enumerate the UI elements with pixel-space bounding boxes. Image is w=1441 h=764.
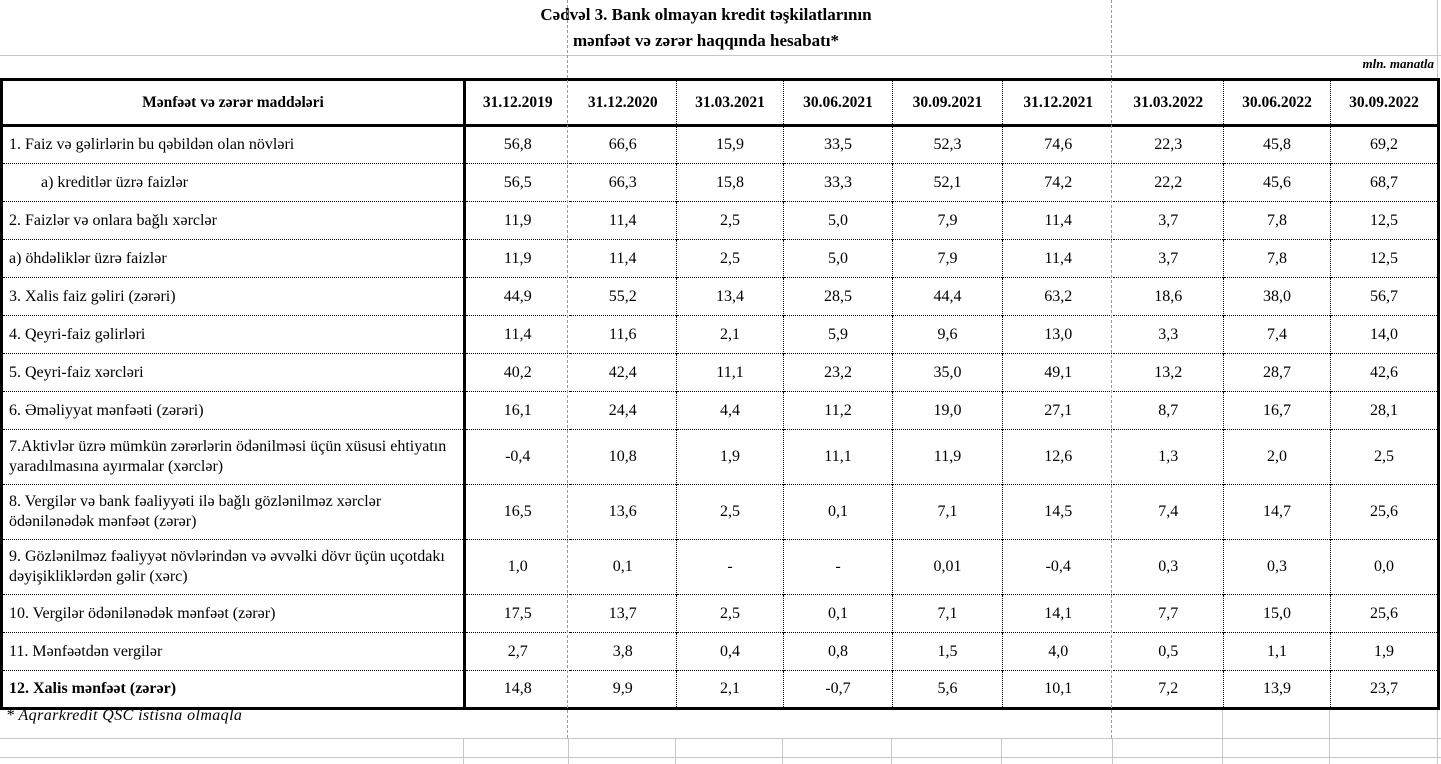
value-cell[interactable]: 2,1 <box>677 316 784 354</box>
value-cell[interactable]: 4,4 <box>677 392 784 430</box>
value-cell[interactable]: 1,5 <box>893 633 1003 671</box>
value-cell[interactable]: 9,9 <box>570 671 677 709</box>
value-cell[interactable]: 28,7 <box>1224 354 1331 392</box>
value-cell[interactable]: 7,7 <box>1114 595 1224 633</box>
column-header-date[interactable]: 30.09.2022 <box>1331 80 1439 126</box>
table-row <box>2 540 1439 595</box>
page-break-line <box>567 0 568 738</box>
profit-loss-table <box>0 78 1440 710</box>
value-cell[interactable]: -0,4 <box>465 430 570 485</box>
row-label-cell[interactable]: 3. Xalis faiz gəliri (zərəri) <box>2 278 465 316</box>
value-cell[interactable]: 35,0 <box>893 354 1003 392</box>
table-row <box>2 126 1439 164</box>
table-row <box>2 278 1439 316</box>
value-cell[interactable]: 15,9 <box>677 126 784 164</box>
value-cell[interactable]: 68,7 <box>1331 164 1439 202</box>
value-cell[interactable]: 42,6 <box>1331 354 1439 392</box>
value-cell[interactable]: 12,5 <box>1331 202 1439 240</box>
value-cell[interactable]: 14,7 <box>1224 485 1331 540</box>
table-row <box>2 671 1439 709</box>
value-cell[interactable]: 56,5 <box>465 164 570 202</box>
row-label-cell[interactable]: a) öhdəliklər üzrə faizlər <box>2 240 465 278</box>
value-cell[interactable]: 14,5 <box>1003 485 1114 540</box>
column-header-date[interactable]: 31.12.2019 <box>465 80 570 126</box>
value-cell[interactable]: 17,5 <box>465 595 570 633</box>
value-cell[interactable]: 16,1 <box>465 392 570 430</box>
value-cell[interactable]: 3,3 <box>1114 316 1224 354</box>
value-cell[interactable]: 0,4 <box>677 633 784 671</box>
value-cell[interactable]: 44,9 <box>465 278 570 316</box>
value-cell[interactable]: 14,8 <box>465 671 570 709</box>
gridline-vertical <box>463 738 464 764</box>
table-row <box>2 595 1439 633</box>
value-cell[interactable]: 27,1 <box>1003 392 1114 430</box>
value-cell[interactable]: 13,6 <box>570 485 677 540</box>
value-cell[interactable]: 3,7 <box>1114 240 1224 278</box>
value-cell[interactable]: 28,5 <box>784 278 893 316</box>
value-cell[interactable]: 2,5 <box>677 240 784 278</box>
row-label-cell[interactable]: 10. Vergilər ödənilənədək mənfəət (zərər) <box>2 595 465 633</box>
row-label-cell[interactable]: 6. Əməliyyat mənfəəti (zərəri) <box>2 392 465 430</box>
value-cell[interactable]: 56,7 <box>1331 278 1439 316</box>
value-cell[interactable]: 22,2 <box>1114 164 1224 202</box>
value-cell[interactable]: 16,7 <box>1224 392 1331 430</box>
table-row <box>2 240 1439 278</box>
value-cell[interactable]: 3,7 <box>1114 202 1224 240</box>
row-label-cell[interactable]: 7.Aktivlər üzrə mümkün zərərlərin ödənilməsi üçün xüsusi ehtiyatın yaradılmasına ayırmalar (xərclər) <box>2 430 465 485</box>
value-cell[interactable]: 16,5 <box>465 485 570 540</box>
value-cell[interactable]: 11,4 <box>1003 202 1114 240</box>
column-header-date[interactable]: 31.12.2020 <box>570 80 677 126</box>
value-cell[interactable]: 7,1 <box>893 485 1003 540</box>
value-cell[interactable]: 11,9 <box>465 240 570 278</box>
value-cell[interactable]: 2,1 <box>677 671 784 709</box>
value-cell[interactable]: 52,3 <box>893 126 1003 164</box>
column-header-date[interactable]: 31.03.2021 <box>677 80 784 126</box>
column-header-date[interactable]: 30.09.2021 <box>893 80 1003 126</box>
value-cell[interactable]: 11,1 <box>677 354 784 392</box>
table-row <box>2 316 1439 354</box>
value-cell[interactable]: -0,7 <box>784 671 893 709</box>
value-cell[interactable]: 1,9 <box>1331 633 1439 671</box>
gridline-vertical <box>675 738 676 764</box>
value-cell[interactable]: 7,4 <box>1224 316 1331 354</box>
table-row <box>2 485 1439 540</box>
gridline-horizontal <box>0 738 1441 739</box>
table-row <box>2 354 1439 392</box>
value-cell[interactable]: 44,4 <box>893 278 1003 316</box>
value-cell[interactable]: 2,5 <box>677 485 784 540</box>
row-label-cell[interactable]: 4. Qeyri-faiz gəlirləri <box>2 316 465 354</box>
column-header-date[interactable]: 31.12.2021 <box>1003 80 1114 126</box>
gridline-vertical <box>568 738 569 764</box>
value-cell[interactable]: 9,6 <box>893 316 1003 354</box>
table-row <box>2 633 1439 671</box>
gridline-vertical <box>782 738 783 764</box>
unit-note: mln. manatla <box>1362 56 1434 71</box>
value-cell[interactable]: 11,4 <box>570 202 677 240</box>
value-cell[interactable]: 12,5 <box>1331 240 1439 278</box>
value-cell[interactable]: 7,1 <box>893 595 1003 633</box>
value-cell[interactable]: 74,2 <box>1003 164 1114 202</box>
value-cell[interactable]: 13,9 <box>1224 671 1331 709</box>
value-cell[interactable]: 12,6 <box>1003 430 1114 485</box>
value-cell[interactable]: 13,7 <box>570 595 677 633</box>
value-cell[interactable]: 24,4 <box>570 392 677 430</box>
value-cell[interactable]: 11,1 <box>784 430 893 485</box>
value-cell[interactable]: 0,1 <box>570 540 677 595</box>
value-cell[interactable]: 1,1 <box>1224 633 1331 671</box>
value-cell[interactable]: 7,9 <box>893 202 1003 240</box>
value-cell[interactable]: 0,1 <box>784 595 893 633</box>
row-label-cell[interactable]: 8. Vergilər və bank fəaliyyəti ilə bağlı gözlənilməz xərclər ödənilənədək mənfəət (zərər) <box>2 485 465 540</box>
value-cell[interactable]: 19,0 <box>893 392 1003 430</box>
value-cell[interactable]: 0,1 <box>784 485 893 540</box>
value-cell[interactable]: 13,2 <box>1114 354 1224 392</box>
value-cell[interactable]: 1,0 <box>465 540 570 595</box>
value-cell[interactable]: 33,3 <box>784 164 893 202</box>
value-cell[interactable]: 14,0 <box>1331 316 1439 354</box>
table-title-line2: mənfəət və zərər haqqında hesabatı* <box>573 31 839 50</box>
value-cell[interactable]: 25,6 <box>1331 485 1439 540</box>
value-cell[interactable]: - <box>677 540 784 595</box>
value-cell[interactable]: 38,0 <box>1224 278 1331 316</box>
value-cell[interactable]: 13,4 <box>677 278 784 316</box>
table-title-line1: Cədvəl 3. Bank olmayan kredit təşkilatlarının <box>540 5 872 24</box>
value-cell[interactable]: 7,9 <box>893 240 1003 278</box>
value-cell[interactable]: 3,8 <box>570 633 677 671</box>
value-cell[interactable]: 10,8 <box>570 430 677 485</box>
value-cell[interactable]: 11,4 <box>570 240 677 278</box>
value-cell[interactable]: 11,6 <box>570 316 677 354</box>
value-cell[interactable]: 55,2 <box>570 278 677 316</box>
value-cell[interactable]: 15,0 <box>1224 595 1331 633</box>
value-cell[interactable]: 10,1 <box>1003 671 1114 709</box>
gridline-vertical <box>1112 738 1113 764</box>
value-cell[interactable]: 11,4 <box>1003 240 1114 278</box>
value-cell[interactable]: 49,1 <box>1003 354 1114 392</box>
value-cell[interactable]: 15,8 <box>677 164 784 202</box>
value-cell[interactable]: 28,1 <box>1331 392 1439 430</box>
value-cell[interactable]: 66,6 <box>570 126 677 164</box>
value-cell[interactable]: 11,9 <box>465 202 570 240</box>
value-cell[interactable]: 0,8 <box>784 633 893 671</box>
value-cell[interactable]: 7,8 <box>1224 240 1331 278</box>
page-break-line <box>1111 0 1112 738</box>
value-cell[interactable]: 2,0 <box>1224 430 1331 485</box>
value-cell[interactable]: 0,3 <box>1114 540 1224 595</box>
column-header-items[interactable]: Mənfəət və zərər maddələri <box>2 80 465 126</box>
value-cell[interactable]: 4,0 <box>1003 633 1114 671</box>
value-cell[interactable]: 2,5 <box>677 202 784 240</box>
value-cell[interactable]: 5,0 <box>784 240 893 278</box>
header-row <box>2 80 1439 126</box>
gridline-vertical <box>1222 738 1223 764</box>
value-cell[interactable]: 5,9 <box>784 316 893 354</box>
row-label-cell[interactable]: a) kreditlər üzrə faizlər <box>2 164 465 202</box>
value-cell[interactable]: 69,2 <box>1331 126 1439 164</box>
value-cell[interactable]: 18,6 <box>1114 278 1224 316</box>
value-cell[interactable]: 1,9 <box>677 430 784 485</box>
value-cell[interactable]: 22,3 <box>1114 126 1224 164</box>
value-cell[interactable]: 2,7 <box>465 633 570 671</box>
table-row <box>2 430 1439 485</box>
value-cell[interactable]: 14,1 <box>1003 595 1114 633</box>
value-cell[interactable]: 23,7 <box>1331 671 1439 709</box>
value-cell[interactable]: 7,4 <box>1114 485 1224 540</box>
gridline-vertical <box>1001 738 1002 764</box>
gridline-vertical <box>1329 738 1330 764</box>
value-cell[interactable]: 0,3 <box>1224 540 1331 595</box>
column-header-date[interactable]: 30.06.2022 <box>1224 80 1331 126</box>
value-cell[interactable]: 63,2 <box>1003 278 1114 316</box>
table-row <box>2 392 1439 430</box>
value-cell[interactable]: 45,6 <box>1224 164 1331 202</box>
value-cell[interactable]: 66,3 <box>570 164 677 202</box>
row-label-cell[interactable]: 12. Xalis mənfəət (zərər) <box>2 671 465 709</box>
value-cell[interactable]: - <box>784 540 893 595</box>
value-cell[interactable]: 8,7 <box>1114 392 1224 430</box>
value-cell[interactable]: 0,5 <box>1114 633 1224 671</box>
table-row <box>2 202 1439 240</box>
value-cell[interactable]: 5,0 <box>784 202 893 240</box>
value-cell[interactable]: 40,2 <box>465 354 570 392</box>
row-label-cell[interactable]: 2. Faizlər və onlara bağlı xərclər <box>2 202 465 240</box>
table-row <box>2 164 1439 202</box>
value-cell[interactable]: 56,8 <box>465 126 570 164</box>
value-cell[interactable]: 13,0 <box>1003 316 1114 354</box>
row-label-cell[interactable]: 1. Faiz və gəlirlərin bu qəbildən olan növləri <box>2 126 465 164</box>
value-cell[interactable]: 1,3 <box>1114 430 1224 485</box>
value-cell[interactable]: 11,4 <box>465 316 570 354</box>
footnote: * Aqrarkredit QSC istisna olmaqla <box>6 707 243 724</box>
value-cell[interactable]: 0,01 <box>893 540 1003 595</box>
column-header-date[interactable]: 31.03.2022 <box>1114 80 1224 126</box>
value-cell[interactable]: 25,6 <box>1331 595 1439 633</box>
value-cell[interactable]: 33,5 <box>784 126 893 164</box>
column-header-date[interactable]: 30.06.2021 <box>784 80 893 126</box>
value-cell[interactable]: 2,5 <box>677 595 784 633</box>
row-label-cell[interactable]: 5. Qeyri-faiz xərcləri <box>2 354 465 392</box>
value-cell[interactable]: 42,4 <box>570 354 677 392</box>
value-cell[interactable]: 5,6 <box>893 671 1003 709</box>
value-cell[interactable]: 11,2 <box>784 392 893 430</box>
value-cell[interactable]: 2,5 <box>1331 430 1439 485</box>
value-cell[interactable]: 74,6 <box>1003 126 1114 164</box>
value-cell[interactable]: 7,8 <box>1224 202 1331 240</box>
table-title <box>0 2 1412 54</box>
gridline-horizontal <box>0 757 1441 758</box>
value-cell[interactable]: 11,9 <box>893 430 1003 485</box>
gridline-vertical <box>891 738 892 764</box>
value-cell[interactable]: -0,4 <box>1003 540 1114 595</box>
value-cell[interactable]: 23,2 <box>784 354 893 392</box>
value-cell[interactable]: 45,8 <box>1224 126 1331 164</box>
value-cell[interactable]: 0,0 <box>1331 540 1439 595</box>
value-cell[interactable]: 7,2 <box>1114 671 1224 709</box>
row-label-cell[interactable]: 9. Gözlənilməz fəaliyyət növlərindən və əvvəlki dövr üçün uçotdakı dəyişikliklərdən gəlir (xərc) <box>2 540 465 595</box>
value-cell[interactable]: 52,1 <box>893 164 1003 202</box>
row-label-cell[interactable]: 11. Mənfəətdən vergilər <box>2 633 465 671</box>
